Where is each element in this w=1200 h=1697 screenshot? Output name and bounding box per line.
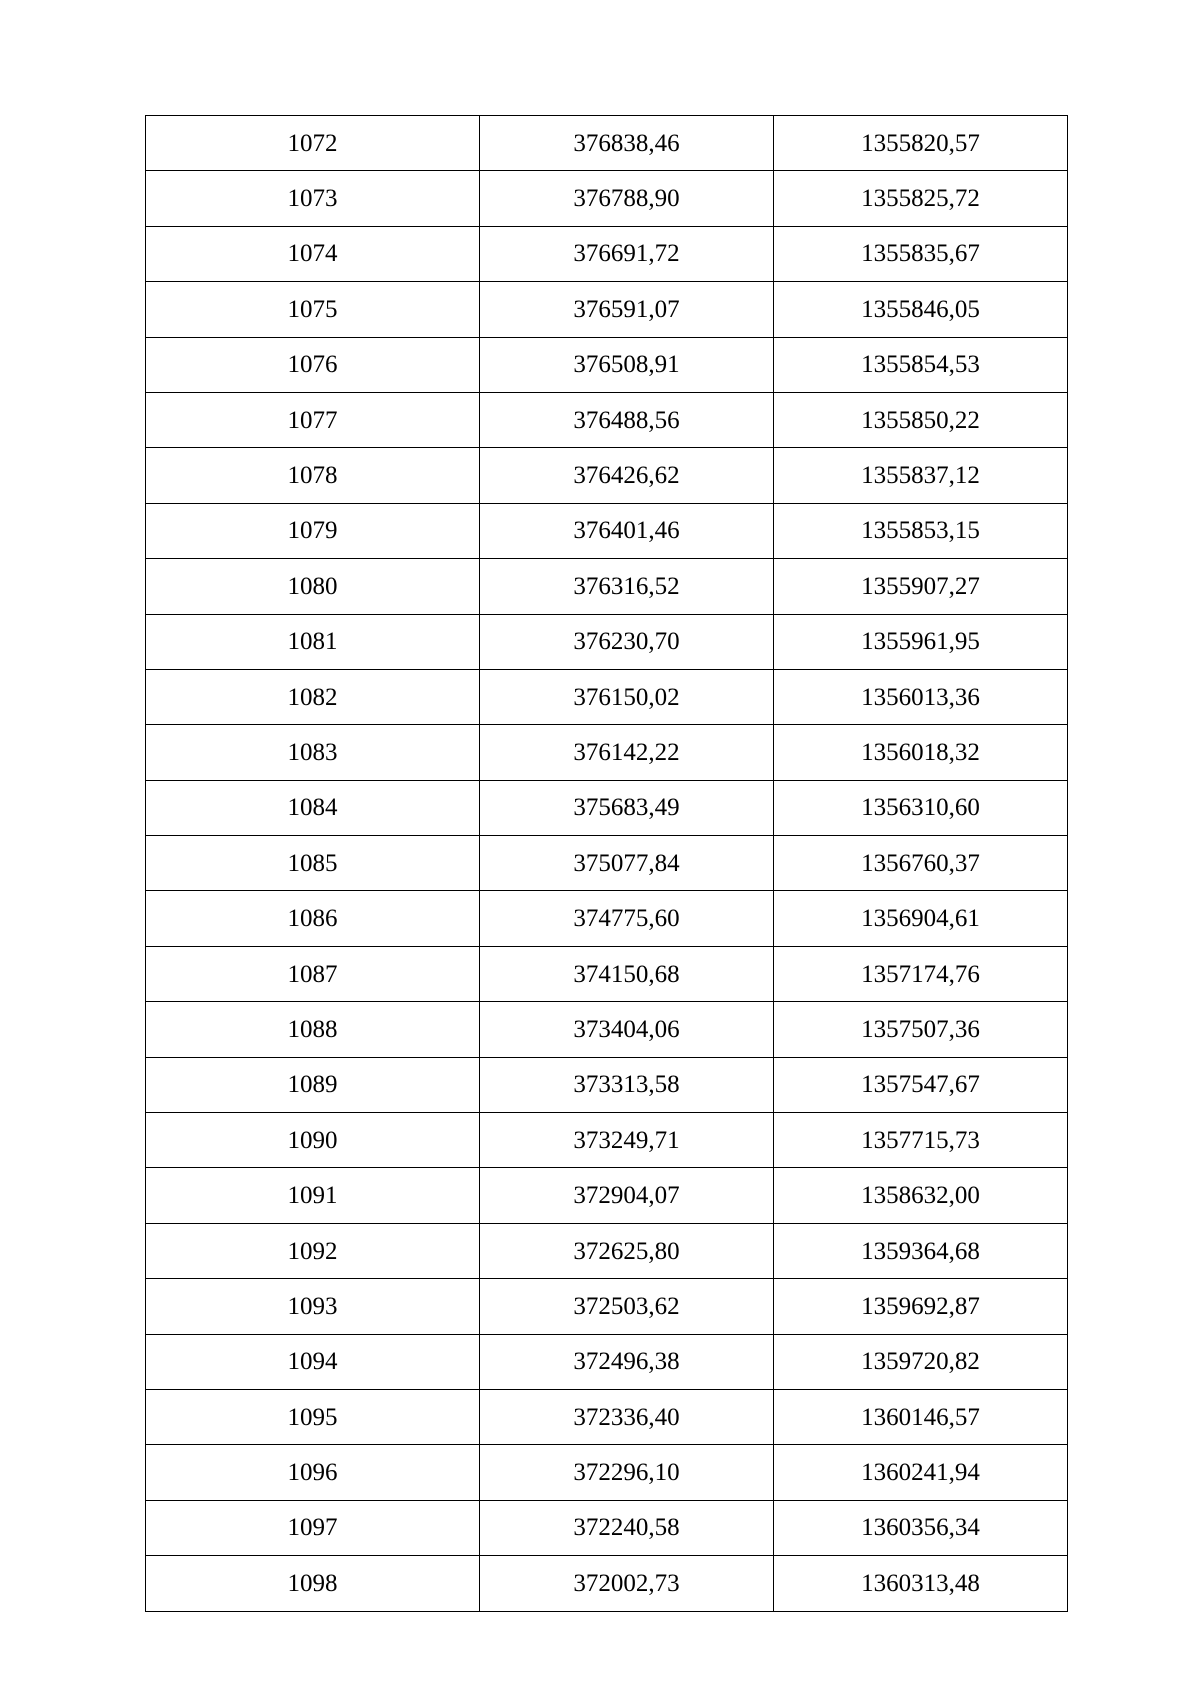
- y-coordinate-cell: 1357174,76: [774, 946, 1068, 1001]
- point-number-cell: 1085: [146, 836, 480, 891]
- point-number-cell: 1084: [146, 780, 480, 835]
- table-row: [146, 891, 1068, 946]
- y-coordinate-cell: 1358632,00: [774, 1168, 1068, 1223]
- point-number-cell: 1082: [146, 669, 480, 724]
- y-coordinate-cell: 1357547,67: [774, 1057, 1068, 1112]
- table-row: [146, 725, 1068, 780]
- y-coordinate-cell: 1356760,37: [774, 836, 1068, 891]
- point-number-cell: 1086: [146, 891, 480, 946]
- table-row: [146, 1389, 1068, 1444]
- x-coordinate-cell: 376230,70: [480, 614, 774, 669]
- table-row: [146, 282, 1068, 337]
- y-coordinate-cell: 1355837,12: [774, 448, 1068, 503]
- x-coordinate-cell: 374150,68: [480, 946, 774, 1001]
- table-row: [146, 614, 1068, 669]
- y-coordinate-cell: 1356013,36: [774, 669, 1068, 724]
- table-row: [146, 1279, 1068, 1334]
- x-coordinate-cell: 376591,07: [480, 282, 774, 337]
- x-coordinate-cell: 372336,40: [480, 1389, 774, 1444]
- table-row: [146, 559, 1068, 614]
- coordinates-table: [145, 115, 1068, 1612]
- point-number-cell: 1083: [146, 725, 480, 780]
- point-number-cell: 1088: [146, 1002, 480, 1057]
- table-row: [146, 780, 1068, 835]
- x-coordinate-cell: 373249,71: [480, 1113, 774, 1168]
- x-coordinate-cell: 373404,06: [480, 1002, 774, 1057]
- x-coordinate-cell: 376691,72: [480, 226, 774, 281]
- y-coordinate-cell: 1357507,36: [774, 1002, 1068, 1057]
- table-row: [146, 836, 1068, 891]
- y-coordinate-cell: 1360241,94: [774, 1445, 1068, 1500]
- point-number-cell: 1079: [146, 503, 480, 558]
- point-number-cell: 1074: [146, 226, 480, 281]
- table-row: [146, 226, 1068, 281]
- x-coordinate-cell: 376488,56: [480, 392, 774, 447]
- x-coordinate-cell: 372904,07: [480, 1168, 774, 1223]
- table-row: [146, 116, 1068, 171]
- x-coordinate-cell: 376150,02: [480, 669, 774, 724]
- table-row: [146, 1168, 1068, 1223]
- y-coordinate-cell: 1356904,61: [774, 891, 1068, 946]
- x-coordinate-cell: 375683,49: [480, 780, 774, 835]
- y-coordinate-cell: 1355961,95: [774, 614, 1068, 669]
- x-coordinate-cell: 376316,52: [480, 559, 774, 614]
- point-number-cell: 1089: [146, 1057, 480, 1112]
- table-row: [146, 1500, 1068, 1555]
- x-coordinate-cell: 376508,91: [480, 337, 774, 392]
- table-row: [146, 1002, 1068, 1057]
- table-row: [146, 1113, 1068, 1168]
- point-number-cell: 1080: [146, 559, 480, 614]
- x-coordinate-cell: 372503,62: [480, 1279, 774, 1334]
- y-coordinate-cell: 1359692,87: [774, 1279, 1068, 1334]
- coordinates-table-body: [146, 116, 1068, 1612]
- point-number-cell: 1081: [146, 614, 480, 669]
- y-coordinate-cell: 1355835,67: [774, 226, 1068, 281]
- y-coordinate-cell: 1356310,60: [774, 780, 1068, 835]
- x-coordinate-cell: 372625,80: [480, 1223, 774, 1278]
- table-row: [146, 337, 1068, 392]
- point-number-cell: 1075: [146, 282, 480, 337]
- y-coordinate-cell: 1355853,15: [774, 503, 1068, 558]
- y-coordinate-cell: 1355907,27: [774, 559, 1068, 614]
- table-row: [146, 669, 1068, 724]
- table-row: [146, 1057, 1068, 1112]
- x-coordinate-cell: 376426,62: [480, 448, 774, 503]
- point-number-cell: 1078: [146, 448, 480, 503]
- table-row: [146, 1556, 1068, 1611]
- point-number-cell: 1087: [146, 946, 480, 1001]
- table-row: [146, 1334, 1068, 1389]
- point-number-cell: 1092: [146, 1223, 480, 1278]
- point-number-cell: 1094: [146, 1334, 480, 1389]
- y-coordinate-cell: 1355854,53: [774, 337, 1068, 392]
- point-number-cell: 1097: [146, 1500, 480, 1555]
- y-coordinate-cell: 1356018,32: [774, 725, 1068, 780]
- y-coordinate-cell: 1359364,68: [774, 1223, 1068, 1278]
- table-row: [146, 946, 1068, 1001]
- x-coordinate-cell: 374775,60: [480, 891, 774, 946]
- point-number-cell: 1072: [146, 116, 480, 171]
- point-number-cell: 1090: [146, 1113, 480, 1168]
- point-number-cell: 1098: [146, 1556, 480, 1611]
- table-row: [146, 171, 1068, 226]
- x-coordinate-cell: 376401,46: [480, 503, 774, 558]
- x-coordinate-cell: 376838,46: [480, 116, 774, 171]
- y-coordinate-cell: 1360356,34: [774, 1500, 1068, 1555]
- point-number-cell: 1095: [146, 1389, 480, 1444]
- y-coordinate-cell: 1360313,48: [774, 1556, 1068, 1611]
- y-coordinate-cell: 1355846,05: [774, 282, 1068, 337]
- y-coordinate-cell: 1357715,73: [774, 1113, 1068, 1168]
- x-coordinate-cell: 372240,58: [480, 1500, 774, 1555]
- point-number-cell: 1077: [146, 392, 480, 447]
- point-number-cell: 1096: [146, 1445, 480, 1500]
- point-number-cell: 1076: [146, 337, 480, 392]
- y-coordinate-cell: 1359720,82: [774, 1334, 1068, 1389]
- table-row: [146, 503, 1068, 558]
- x-coordinate-cell: 372496,38: [480, 1334, 774, 1389]
- x-coordinate-cell: 376788,90: [480, 171, 774, 226]
- table-row: [146, 392, 1068, 447]
- point-number-cell: 1073: [146, 171, 480, 226]
- y-coordinate-cell: 1355820,57: [774, 116, 1068, 171]
- point-number-cell: 1093: [146, 1279, 480, 1334]
- table-row: [146, 1445, 1068, 1500]
- y-coordinate-cell: 1360146,57: [774, 1389, 1068, 1444]
- x-coordinate-cell: 372002,73: [480, 1556, 774, 1611]
- x-coordinate-cell: 373313,58: [480, 1057, 774, 1112]
- y-coordinate-cell: 1355850,22: [774, 392, 1068, 447]
- table-row: [146, 448, 1068, 503]
- x-coordinate-cell: 375077,84: [480, 836, 774, 891]
- x-coordinate-cell: 376142,22: [480, 725, 774, 780]
- x-coordinate-cell: 372296,10: [480, 1445, 774, 1500]
- table-row: [146, 1223, 1068, 1278]
- point-number-cell: 1091: [146, 1168, 480, 1223]
- y-coordinate-cell: 1355825,72: [774, 171, 1068, 226]
